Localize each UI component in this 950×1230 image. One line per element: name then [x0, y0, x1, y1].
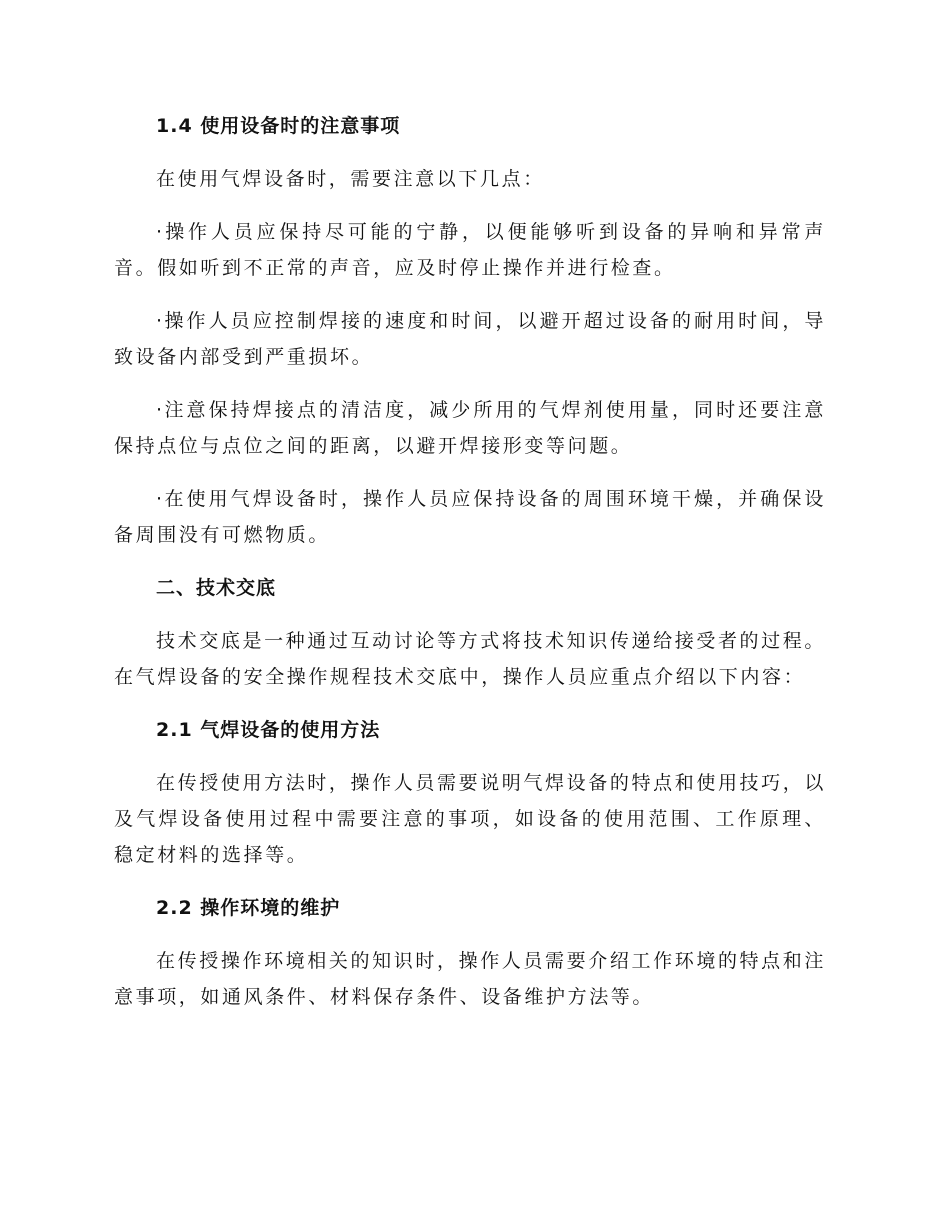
bullet-dot: ·: [156, 310, 163, 332]
bullet-item: [114, 392, 826, 464]
bullet-text: 在使用气焊设备时，操作人员应保持设备的周围环境干燥，并确保设备周围没有可燃物质。: [114, 488, 826, 546]
bullet-text: 注意保持焊接点的清洁度，减少所用的气焊剂使用量，同时还要注意保持点位与点位之间的距离，以避开焊接形变等问题。: [114, 399, 826, 457]
section-2-2-body: 在传授操作环境相关的知识时，操作人员需要介绍工作环境的特点和注意事项，如通风条件、材料保存条件、设备维护方法等。: [114, 950, 826, 1008]
bullet-dot: ·: [156, 488, 163, 510]
bullet-text: 操作人员应控制焊接的速度和时间，以避开超过设备的耐用时间，导致设备内部受到严重损坏。: [114, 310, 826, 368]
section-2-body: 技术交底是一种通过互动讨论等方式将技术知识传递给接受者的过程。在气焊设备的安全操作规程技术交底中，操作人员应重点介绍以下内容：: [114, 630, 826, 688]
bullet-dot: ·: [156, 399, 163, 421]
section-heading-2-1: 2.1 气焊设备的使用方法: [156, 719, 381, 741]
document-body: [114, 108, 826, 1032]
section-heading-1-4: 1.4 使用设备时的注意事项: [156, 115, 401, 137]
bullet-item: [114, 481, 826, 553]
bullet-item: [114, 303, 826, 375]
bullet-text: 操作人员应保持尽可能的宁静，以便能够听到设备的异响和异常声音。假如听到不正常的声音，应及时停止操作并进行检查。: [114, 221, 826, 279]
bullet-dot: ·: [156, 221, 163, 243]
section-heading-2-2: 2.2 操作环境的维护: [156, 897, 341, 919]
bullet-item: [114, 214, 826, 286]
section-2-1-body: 在传授使用方法时，操作人员需要说明气焊设备的特点和使用技巧，以及气焊设备使用过程中需要注意的事项，如设备的使用范围、工作原理、稳定材料的选择等。: [114, 772, 826, 866]
section-1-4-intro: 在使用气焊设备时，需要注意以下几点：: [156, 168, 545, 190]
section-heading-2: 二、技术交底: [156, 577, 277, 599]
